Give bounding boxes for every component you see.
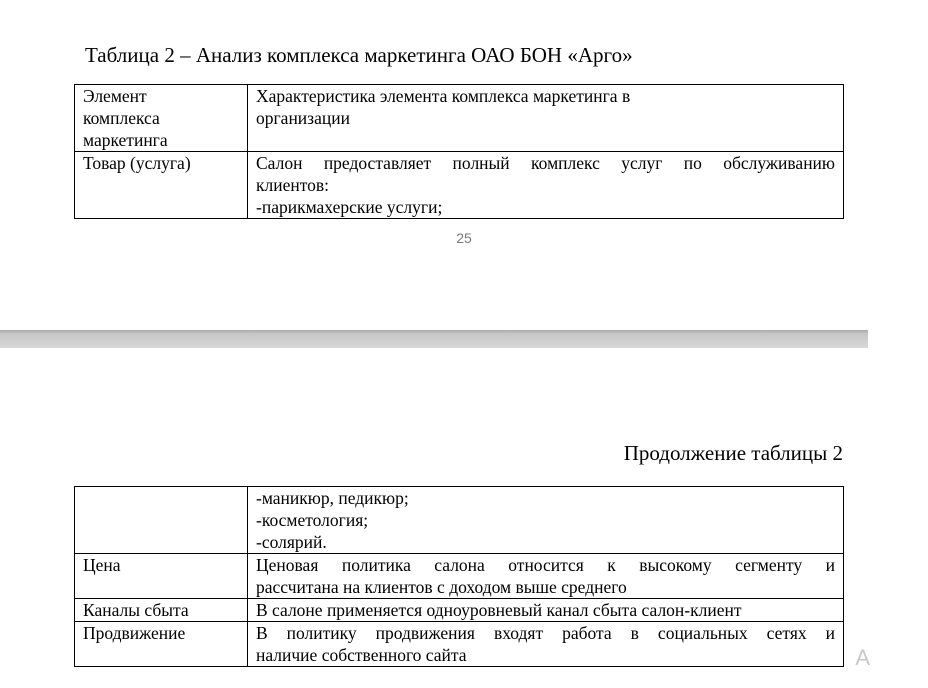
header-cell-element: Элемент комплекса маркетинга: [75, 85, 248, 152]
table-row-sales-channels: [75, 599, 844, 622]
marketing-mix-table-continued: [74, 486, 844, 667]
page-break-gap: [0, 330, 868, 348]
row-description-cell: В салоне применяется одноуровневый канал сбыта салон-клиент: [248, 599, 844, 622]
row-element-cell: Цена: [75, 554, 248, 599]
table-row-price: [75, 554, 844, 599]
table-row-product: [75, 152, 844, 219]
table-continuation-label: Продолжение таблицы 2: [623, 441, 843, 465]
page-number: 25: [456, 230, 472, 246]
row-element-cell: Каналы сбыта: [75, 599, 248, 622]
row-description-cell: -маникюр, педикюр; -косметология; -солярий.: [248, 487, 844, 554]
table-row-product-continued: [75, 487, 844, 554]
row-description-cell: Ценовая политика салона относится к высокому сегменту и рассчитана на клиентов с доходом выше среднего: [248, 554, 844, 599]
table-row-promotion: [75, 622, 844, 667]
header-cell-characteristic: Характеристика элемента комплекса маркетинга в организации: [248, 85, 844, 152]
row-description-cell: В политику продвижения входят работа в социальных сетях и наличие собственного сайта: [248, 622, 844, 667]
row-element-cell: Продвижение: [75, 622, 248, 667]
row-element-cell: [75, 487, 248, 554]
row-description-cell: Салон предоставляет полный комплекс услуг по обслуживанию клиентов: -парикмахерские услуги;: [248, 152, 844, 219]
edge-glyph: А: [855, 645, 870, 670]
marketing-mix-table: [74, 84, 844, 219]
table-caption: Таблица 2 – Анализ комплекса маркетинга ОАО БОН «Арго»: [85, 43, 633, 67]
row-element-cell: Товар (услуга): [75, 152, 248, 219]
table-header-row: [75, 85, 844, 152]
